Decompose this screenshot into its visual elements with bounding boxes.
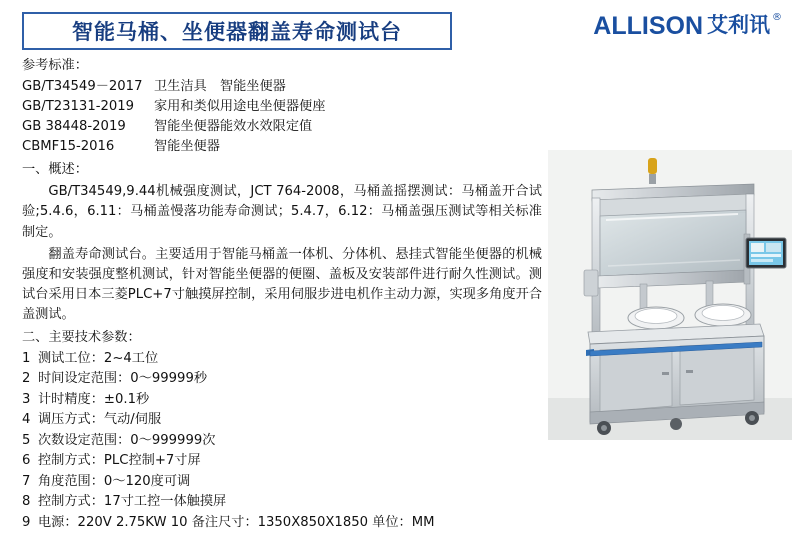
standard-code: GB/T34549－2017 — [22, 79, 143, 95]
overview-paragraph-2: 翻盖寿命测试台。主要适用于智能马桶盖一体机、分体机、悬挂式智能坐便器的机械强度和安装强度整机测试，针对智能坐便器的便圈、盖板及安装部件进行耐久性测试。测试台采用日本三菱PLC+7寸触摸屏控制，采用伺服步进电机作主动力源，实现多角度开合盖测试。 — [22, 246, 542, 322]
standard-name: 卫生洁具 智能坐便器 — [154, 79, 286, 95]
spec-text: 角度范围：0～120度可调 — [38, 473, 191, 489]
logo-text-chinese: 艾利讯 — [707, 13, 770, 37]
spec-number: 2 — [22, 371, 31, 387]
spec-number: 7 — [22, 473, 31, 489]
standard-name: 智能坐便器 — [154, 139, 220, 155]
spec-number: 1 — [22, 350, 31, 366]
spec-number: 3 — [22, 391, 31, 407]
spec-item — [22, 410, 542, 430]
specs-heading: 二、主要技术参数： — [22, 329, 141, 345]
standard-code: GB/T23131-2019 — [22, 99, 135, 115]
spec-item — [22, 513, 542, 533]
spec-item — [22, 451, 542, 471]
spec-item — [22, 431, 542, 451]
standard-code: CBMF15-2016 — [22, 139, 115, 155]
spec-text: 次数设定范围：0～999999次 — [38, 432, 216, 448]
standard-row — [22, 117, 542, 137]
spec-number: 5 — [22, 432, 31, 448]
spec-text: 测试工位：2~4工位 — [38, 350, 159, 366]
test-rig-illustration — [548, 150, 792, 440]
standard-row — [22, 97, 542, 117]
document-body — [22, 56, 542, 533]
spec-number: 6 — [22, 453, 31, 469]
overview-heading: 一、概述： — [22, 162, 88, 178]
spec-text: 控制方式：17寸工控一体触摸屏 — [38, 494, 227, 510]
spec-number: 4 — [22, 412, 31, 428]
spec-text: 调压方式：气动/伺服 — [38, 412, 162, 428]
spec-number: 8 — [22, 494, 31, 510]
standard-name: 智能坐便器能效水效限定值 — [154, 119, 313, 135]
spec-number: 9 — [22, 514, 31, 530]
page-title-box — [22, 12, 452, 50]
specs-list — [22, 349, 542, 533]
spec-item — [22, 472, 542, 492]
standard-row — [22, 77, 542, 97]
spec-text: 时间设定范围：0～99999秒 — [38, 371, 208, 387]
standard-name: 家用和类似用途电坐便器便座 — [154, 99, 326, 115]
overview-paragraph-1: GB/T34549,9.44机械强度测试，JCT 764-2008，马桶盖摇摆测试：马桶盖开合试验;5.4.6，6.11：马桶盖慢落功能寿命测试；5.4.7，6.12：马桶盖强压测试等相关标准制定。 — [22, 184, 542, 240]
spec-item — [22, 492, 542, 512]
spec-item — [22, 349, 542, 369]
standard-row — [22, 137, 542, 157]
equipment-photo — [548, 150, 792, 440]
logo-text-latin: ALLISON — [593, 12, 703, 40]
registered-trademark-icon: ® — [772, 12, 782, 23]
brand-logo — [593, 14, 782, 48]
spec-text: 控制方式：PLC控制+7寸屏 — [38, 453, 201, 469]
standard-code: GB 38448-2019 — [22, 119, 126, 135]
spec-text: 电源：220V 2.75KW 10 备注尺寸：1350X850X1850 单位：MM — [38, 514, 435, 530]
spec-text: 计时精度：±0.1秒 — [38, 391, 150, 407]
page-title: 智能马桶、坐便器翻盖寿命测试台 — [72, 20, 402, 44]
standards-heading: 参考标准： — [22, 58, 88, 73]
spec-item — [22, 390, 542, 410]
spec-item — [22, 369, 542, 389]
